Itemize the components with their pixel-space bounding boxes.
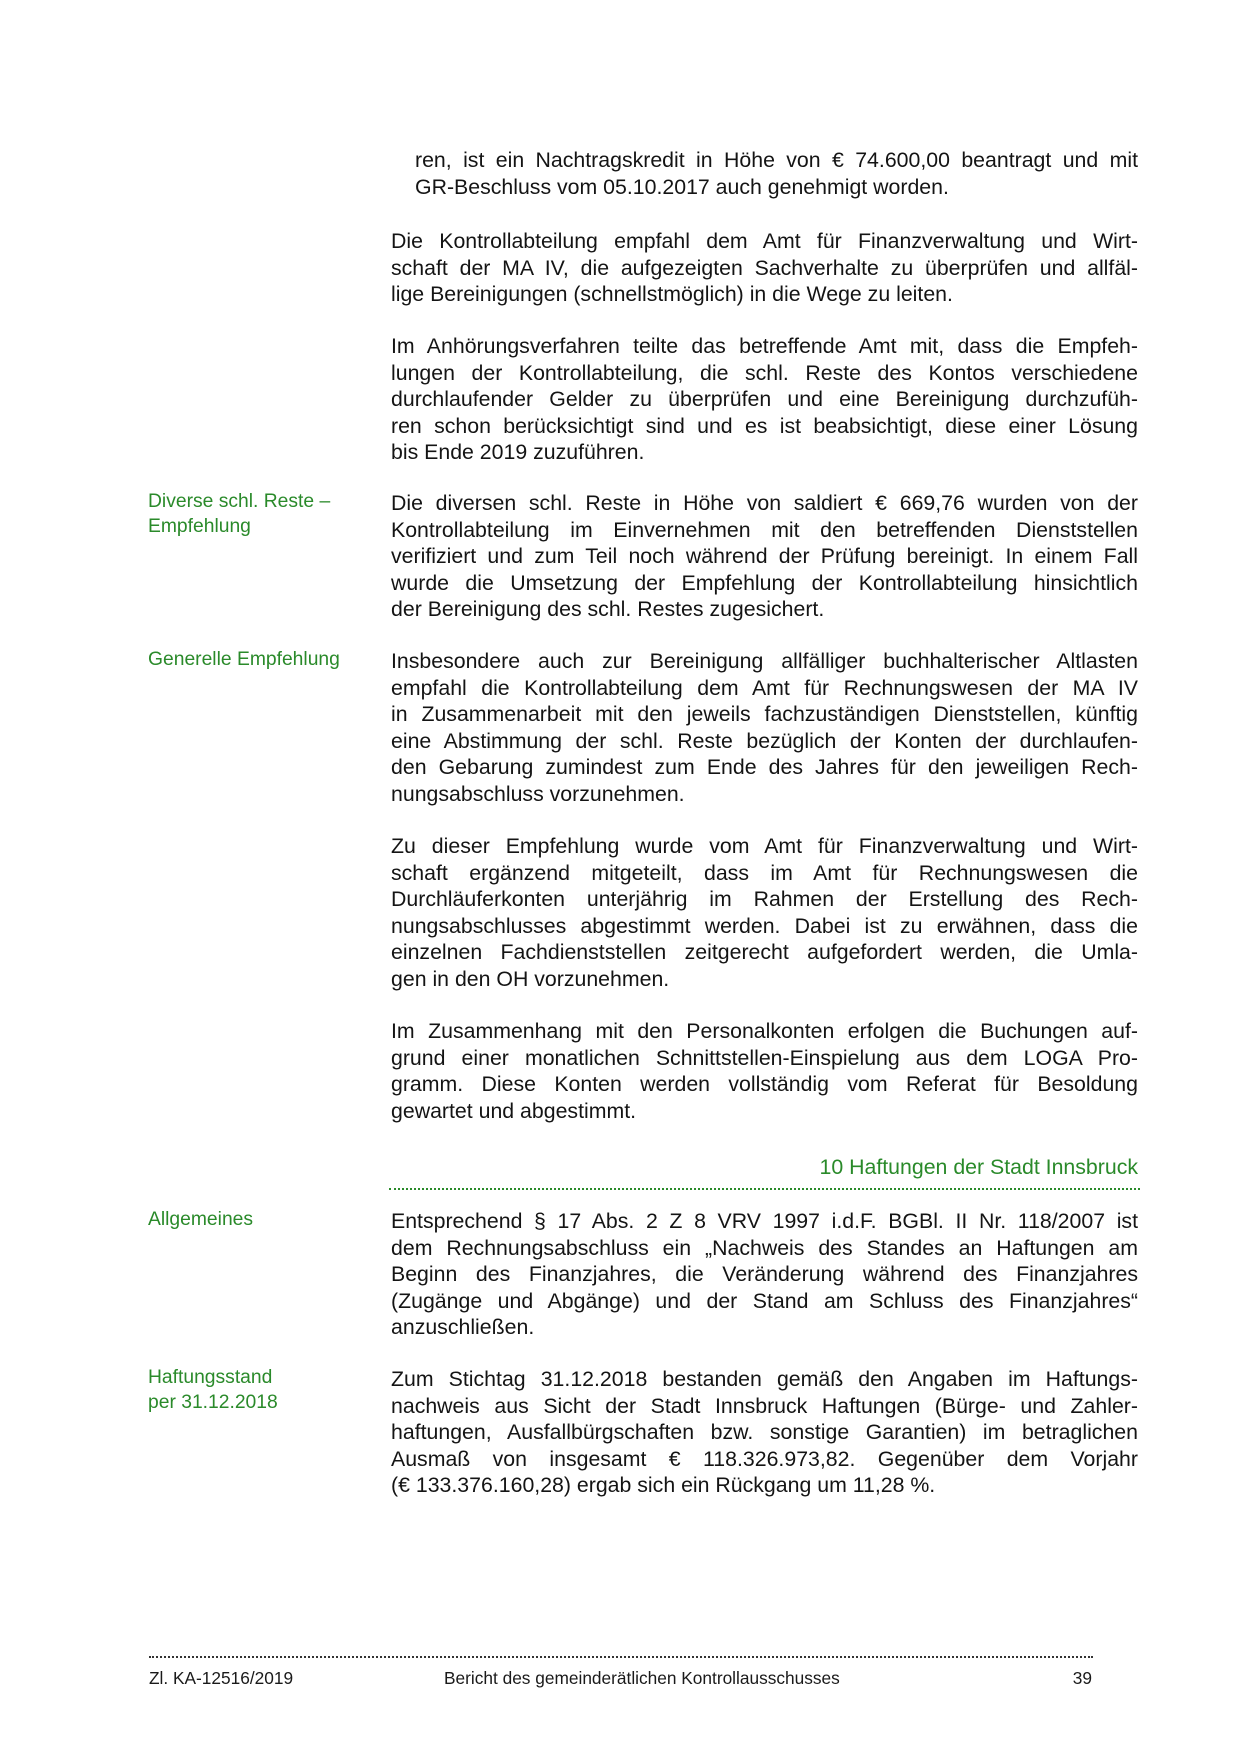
margin-note-line: per 31.12.2018 bbox=[148, 1391, 278, 1413]
text-line: gewartet und abgestimmt. bbox=[391, 1098, 637, 1123]
text-line: grund einer monatlichen Schnittstellen-Einspielung aus dem LOGA Pro- bbox=[391, 1045, 1138, 1070]
paragraph-haftungsstand bbox=[391, 1366, 1138, 1499]
text-line: ren, ist ein Nachtragskredit in Höhe von € 74.600,00 beantragt und mit bbox=[415, 148, 1138, 172]
text-line: Die Kontrollabteilung empfahl dem Amt für Finanzverwaltung und Wirt- bbox=[391, 229, 1138, 253]
paragraph-personalkonten bbox=[391, 1018, 1138, 1124]
text-line: Im Anhörungsverfahren teilte das betreffende Amt mit, dass die Empfeh- bbox=[391, 334, 1138, 358]
text-line: GR-Beschluss vom 05.10.2017 auch genehmigt worden. bbox=[415, 174, 949, 199]
text-line: Ausmaß von insgesamt € 118.326.973,82. Gegenüber dem Vorjahr bbox=[391, 1446, 1138, 1471]
margin-note-diverse-reste bbox=[148, 490, 378, 539]
text-line: anzuschließen. bbox=[391, 1315, 535, 1340]
text-line: in Zusammenarbeit mit den jeweils fachzuständigen Dienststellen, künftig bbox=[391, 702, 1138, 727]
text-line: den Gebarung zumindest zum Ende des Jahres für den jeweiligen Rech- bbox=[391, 755, 1138, 780]
section-heading-rule bbox=[389, 1188, 1140, 1190]
margin-note-generelle-empfehlung bbox=[148, 648, 378, 673]
text-line: nungsabschluss vorzunehmen. bbox=[391, 781, 685, 806]
text-line: eine Abstimmung der schl. Reste bezüglich der Konten der durchlaufen- bbox=[391, 728, 1138, 753]
text-line: (€ 133.376.160,28) ergab sich ein Rückgang um 11,28 %. bbox=[391, 1473, 936, 1498]
text-line: Insbesondere auch zur Bereinigung allfälliger buchhalterischer Altlasten bbox=[391, 649, 1138, 673]
text-line: bis Ende 2019 zuzuführen. bbox=[391, 440, 645, 465]
text-line: Die diversen schl. Reste in Höhe von saldiert € 669,76 wurden von der bbox=[391, 491, 1138, 515]
paragraph-allgemeines bbox=[391, 1208, 1138, 1341]
margin-note-haftungsstand bbox=[148, 1366, 378, 1415]
margin-note-line: Diverse schl. Reste – bbox=[148, 491, 331, 512]
text-line: lige Bereinigungen (schnellstmöglich) in die Wege zu leiten. bbox=[391, 282, 953, 307]
text-line: Im Zusammenhang mit den Personalkonten erfolgen die Buchungen auf- bbox=[391, 1019, 1138, 1043]
paragraph-diverse-reste bbox=[391, 490, 1138, 623]
text-line: haftungen, Ausfallbürgschaften bzw. sonstige Garantien) im betraglichen bbox=[391, 1420, 1138, 1445]
text-line: lungen der Kontrollabteilung, die schl. Reste des Kontos verschiedene bbox=[391, 360, 1138, 385]
text-line: Zum Stichtag 31.12.2018 bestanden gemäß den Angaben im Haftungs- bbox=[391, 1367, 1138, 1391]
margin-note-line: Empfehlung bbox=[148, 515, 251, 537]
section-heading: 10 Haftungen der Stadt Innsbruck bbox=[819, 1155, 1138, 1179]
text-line: nungsabschlusses abgestimmt werden. Dabei ist zu erwähnen, dass die bbox=[391, 913, 1138, 938]
paragraph-anhoerungsverfahren bbox=[391, 333, 1138, 466]
paragraph-stellungnahme bbox=[391, 833, 1138, 993]
text-line: Zu dieser Empfehlung wurde vom Amt für Finanzverwaltung und Wirt- bbox=[391, 834, 1138, 858]
paragraph-empfehlung-finanzverwaltung bbox=[391, 228, 1138, 308]
margin-note-line: Generelle Empfehlung bbox=[148, 649, 340, 670]
text-line: wurde die Umsetzung der Empfehlung der Kontrollabteilung hinsichtlich bbox=[391, 570, 1138, 595]
footer-rule bbox=[149, 1656, 1093, 1658]
page-number: 39 bbox=[1072, 1668, 1092, 1688]
text-line: (Zugänge und Abgänge) und der Stand am Schluss des Finanzjahres“ bbox=[391, 1288, 1138, 1313]
footer-title: Bericht des gemeinderätlichen Kontrollausschusses bbox=[444, 1668, 840, 1688]
paragraph-generelle-empfehlung bbox=[391, 648, 1138, 808]
text-line: nachweis aus Sicht der Stadt Innsbruck Haftungen (Bürge- und Zahler- bbox=[391, 1393, 1138, 1418]
margin-note-allgemeines bbox=[148, 1208, 378, 1233]
text-line: verifiziert und zum Teil noch während der Prüfung bereinigt. In einem Fall bbox=[391, 544, 1138, 569]
text-line: gramm. Diese Konten werden vollständig vom Referat für Besoldung bbox=[391, 1072, 1138, 1097]
text-line: Beginn des Finanzjahres, die Veränderung während des Finanzjahres bbox=[391, 1262, 1138, 1287]
text-line: dem Rechnungsabschluss ein „Nachweis des Standes an Haftungen am bbox=[391, 1235, 1138, 1260]
text-line: einzelnen Fachdienststellen zeitgerecht aufgefordert werden, die Umla- bbox=[391, 940, 1138, 965]
text-line: schaft der MA IV, die aufgezeigten Sachverhalte zu überprüfen und allfäl- bbox=[391, 255, 1138, 280]
paragraph-nachtragskredit bbox=[415, 147, 1138, 200]
text-line: der Bereinigung des schl. Restes zugesichert. bbox=[391, 597, 825, 622]
footer-reference: Zl. KA-12516/2019 bbox=[149, 1668, 294, 1688]
text-line: schaft ergänzend mitgeteilt, dass im Amt für Rechnungswesen die bbox=[391, 860, 1138, 885]
margin-note-line: Allgemeines bbox=[148, 1209, 254, 1230]
text-line: durchlaufender Gelder zu überprüfen und eine Bereinigung durchzufüh- bbox=[391, 387, 1138, 412]
text-line: Durchläuferkonten unterjährig im Rahmen der Erstellung des Rech- bbox=[391, 887, 1138, 912]
text-line: gen in den OH vorzunehmen. bbox=[391, 966, 670, 991]
margin-note-line: Haftungsstand bbox=[148, 1367, 273, 1388]
text-line: Entsprechend § 17 Abs. 2 Z 8 VRV 1997 i.d.F. BGBl. II Nr. 118/2007 ist bbox=[391, 1209, 1138, 1233]
text-line: ren schon berücksichtigt sind und es ist beabsichtigt, diese einer Lösung bbox=[391, 413, 1138, 438]
text-line: empfahl die Kontrollabteilung dem Amt für Rechnungswesen der MA IV bbox=[391, 675, 1138, 700]
text-line: Kontrollabteilung im Einvernehmen mit den betreffenden Dienststellen bbox=[391, 517, 1138, 542]
